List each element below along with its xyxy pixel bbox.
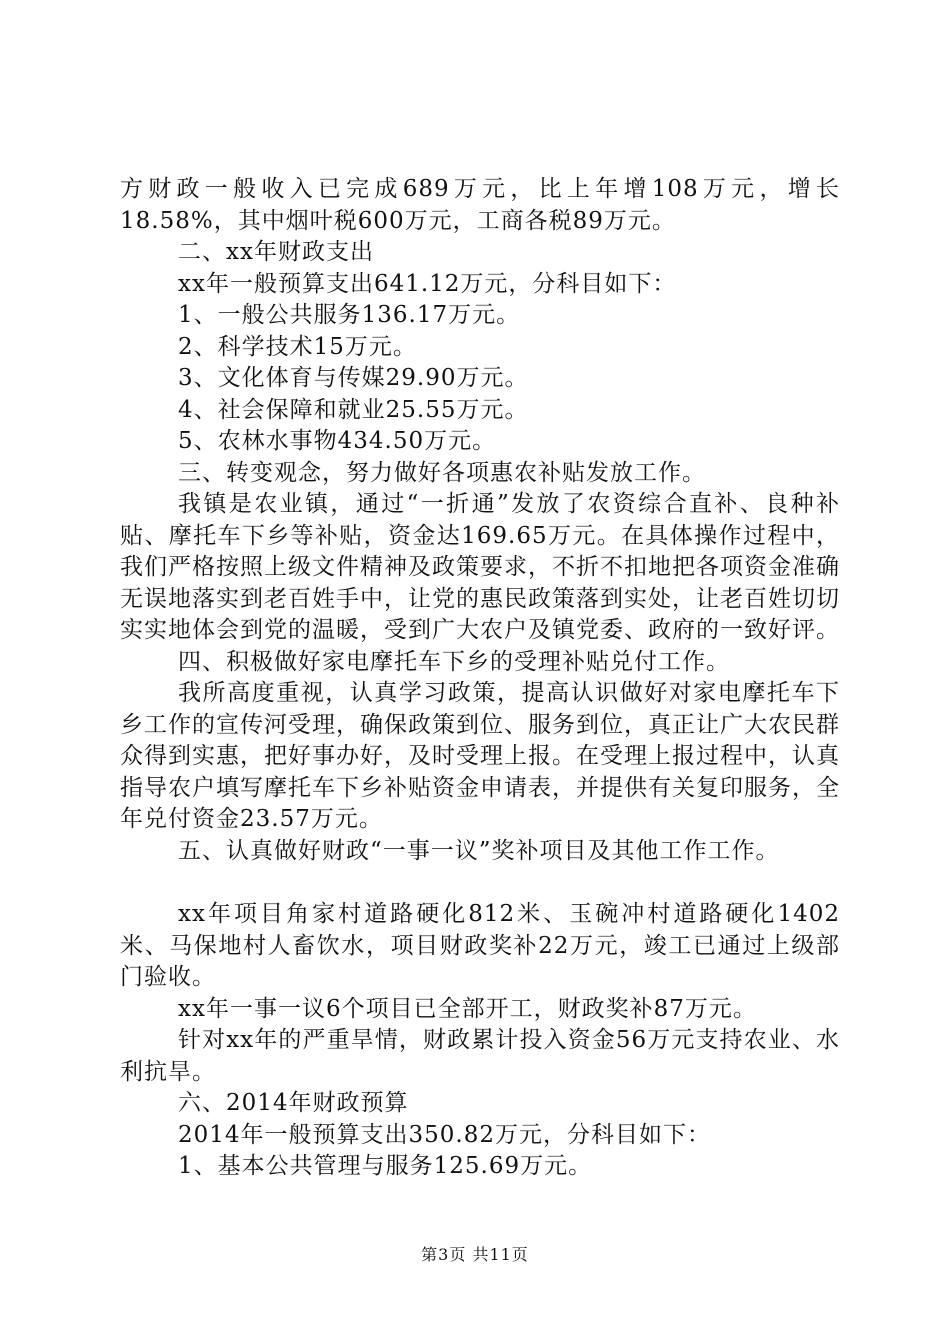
section-heading: 五、认真做好财政“一事一议”奖补项目及其他工作工作。 (178, 837, 780, 864)
list-item: 1、基本公共管理与服务125.69万元。 (178, 1153, 593, 1179)
list-item: 5、农林水事物434.50万元。 (178, 428, 497, 454)
paragraph: xx年一事一议6个项目已全部开工，财政奖补87万元。 (178, 995, 757, 1022)
blank-line (120, 867, 840, 899)
list-item: 3、文化体育与传媒29.90万元。 (178, 365, 529, 391)
paragraph: xx年一般预算支出641.12万元，分科目如下： (178, 270, 677, 297)
section-heading: 三、转变观念，努力做好各项惠农补贴发放工作。 (178, 459, 706, 486)
paragraph: 方财政一般收入已完成689万元，比上年增108万元，增长18.58%，其中烟叶税600万元，工商各税89万元。 (120, 176, 840, 234)
document-body (120, 174, 840, 1183)
page-footer: 第3页 共11页 (421, 1245, 529, 1264)
section-heading: 六、2014年财政预算 (178, 1090, 409, 1116)
list-item: 4、社会保障和就业25.55万元。 (178, 396, 529, 423)
list-item: 2、科学技术15万元。 (178, 333, 417, 360)
section-heading: 四、积极做好家电摩托车下乡的受理补贴兑付工作。 (178, 648, 730, 675)
list-item: 1、一般公共服务136.17万元。 (178, 302, 521, 328)
paragraph: 我镇是农业镇，通过“一折通”发放了农资综合直补、良种补贴、摩托车下乡等补贴，资金达169.65万元。在具体操作过程中，我们严格按照上级文件精神及政策要求，不折不扣地把各项资金准确无误地落实到老百姓手中，让党的惠民政策落到实处，让老百姓切切实实地体会到党的温暖，受到广大农户及镇党委、政府的一致好评。 (120, 491, 840, 643)
paragraph: xx年项目角家村道路硬化812米、玉碗冲村道路硬化1402米、马保地村人畜饮水，项目财政奖补22万元，竣工已通过上级部门验收。 (120, 901, 840, 990)
paragraph: 针对xx年的严重旱情，财政累计投入资金56万元支持农业、水利抗旱。 (120, 1027, 840, 1085)
paragraph: 我所高度重视，认真学习政策，提高认识做好对家电摩托车下乡工作的宣传河受理，确保政策到位、服务到位，真正让广大农民群众得到实惠，把好事办好，及时受理上报。在受理上报过程中，认真指导农户填写摩托车下乡补贴资金申请表，并提供有关复印服务，全年兑付资金23.57万元。 (120, 680, 840, 832)
paragraph: 2014年一般预算支出350.82万元，分科目如下： (178, 1121, 712, 1148)
section-heading: 二、xx年财政支出 (178, 239, 374, 265)
